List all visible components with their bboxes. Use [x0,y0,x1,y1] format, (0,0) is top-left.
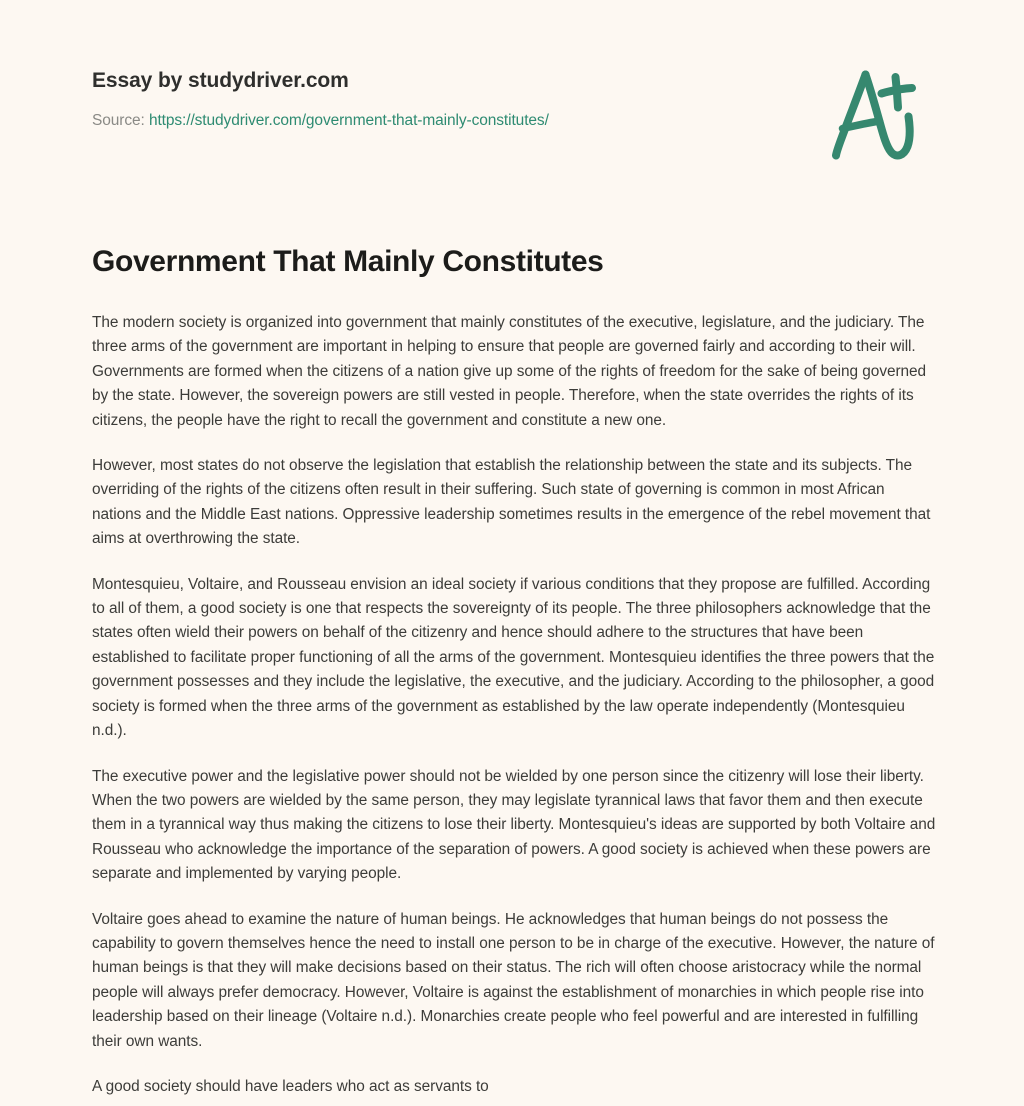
article-paragraph: Montesquieu, Voltaire, and Rousseau envision an ideal society if various conditions that they propose are fulfilled. According to all of them, a good society is one that respects the sovereignty of its people. The three philosophers acknowledge that the states often wield their powers on behalf of the citizenry and hence should adhere to the structures that have been established to facilitate proper functioning of all the arms of the government. Montesquieu identifies the three powers that the government possesses and they include the legislative, the executive, and the judiciary. According to the philosopher, a good society is formed when the three arms of the government as established by the law operate independently (Montesquieu n.d.). [92,575,935,740]
article-body [92,311,938,1099]
source-line [92,110,792,132]
source-url-link[interactable]: https://studydriver.com/government-that-mainly-constitutes/ [148,112,549,129]
article-paragraph: However, most states do not observe the legislation that establish the relationship between the state and its subjects. The overriding of the rights of the citizens often result in their suffering. Such state of governing is common in most African nations and the Middle East nations. Oppressive leadership sometimes results in the emergence of the rebel movement that aims at overthrowing the state. [92,457,931,548]
article-paragraph: A good society should have leaders who act as servants to [92,1077,489,1095]
header-text-block [92,66,792,132]
source-label: Source: [92,112,145,129]
article-paragraph: Voltaire goes ahead to examine the nature of human beings. He acknowledges that human beings do not possess the capability to govern themselves hence the need to install one person to be in charge of the executive. However, the nature of human beings is that they will make decisions based on their status. The rich will often choose aristocracy while the normal people will always prefer democracy. However, Voltaire is against the establishment of monarchies in which people rise into leadership based on their lineage (Voltaire n.d.). Monarchies create people who feel powerful and are interested in fulfilling their own wants. [92,910,935,1050]
studydriver-a-plus-logo-icon[interactable] [818,58,930,170]
article-paragraph: The executive power and the legislative power should not be wielded by one person since the citizenry will lose their liberty. When the two powers are wielded by the same person, they may legislate tyrannical laws that favor them and then execute them in a tyrannical way thus making the citizens to lose their liberty. Montesquieu's ideas are supported by both Voltaire and Rousseau who acknowledge the importance of the separation of powers. A good society is achieved when these powers are separate and implemented by varying people. [92,767,936,883]
page-header [0,0,1024,185]
article-paragraph: The modern society is organized into government that mainly constitutes of the executive, legislature, and the judiciary. The three arms of the government are important in helping to ensure that people are governed fairly and according to their will. Governments are formed when the citizens of a nation give up some of the rights of freedom for the sake of being governed by the state. However, the sovereign powers are still vested in people. Therefore, when the state overrides the rights of its citizens, the people have the right to recall the government and constitute a new one. [92,314,927,429]
byline: Essay by studydriver.com [92,69,349,92]
page-title: Government That Mainly Constitutes [92,245,604,278]
article [92,243,938,1099]
